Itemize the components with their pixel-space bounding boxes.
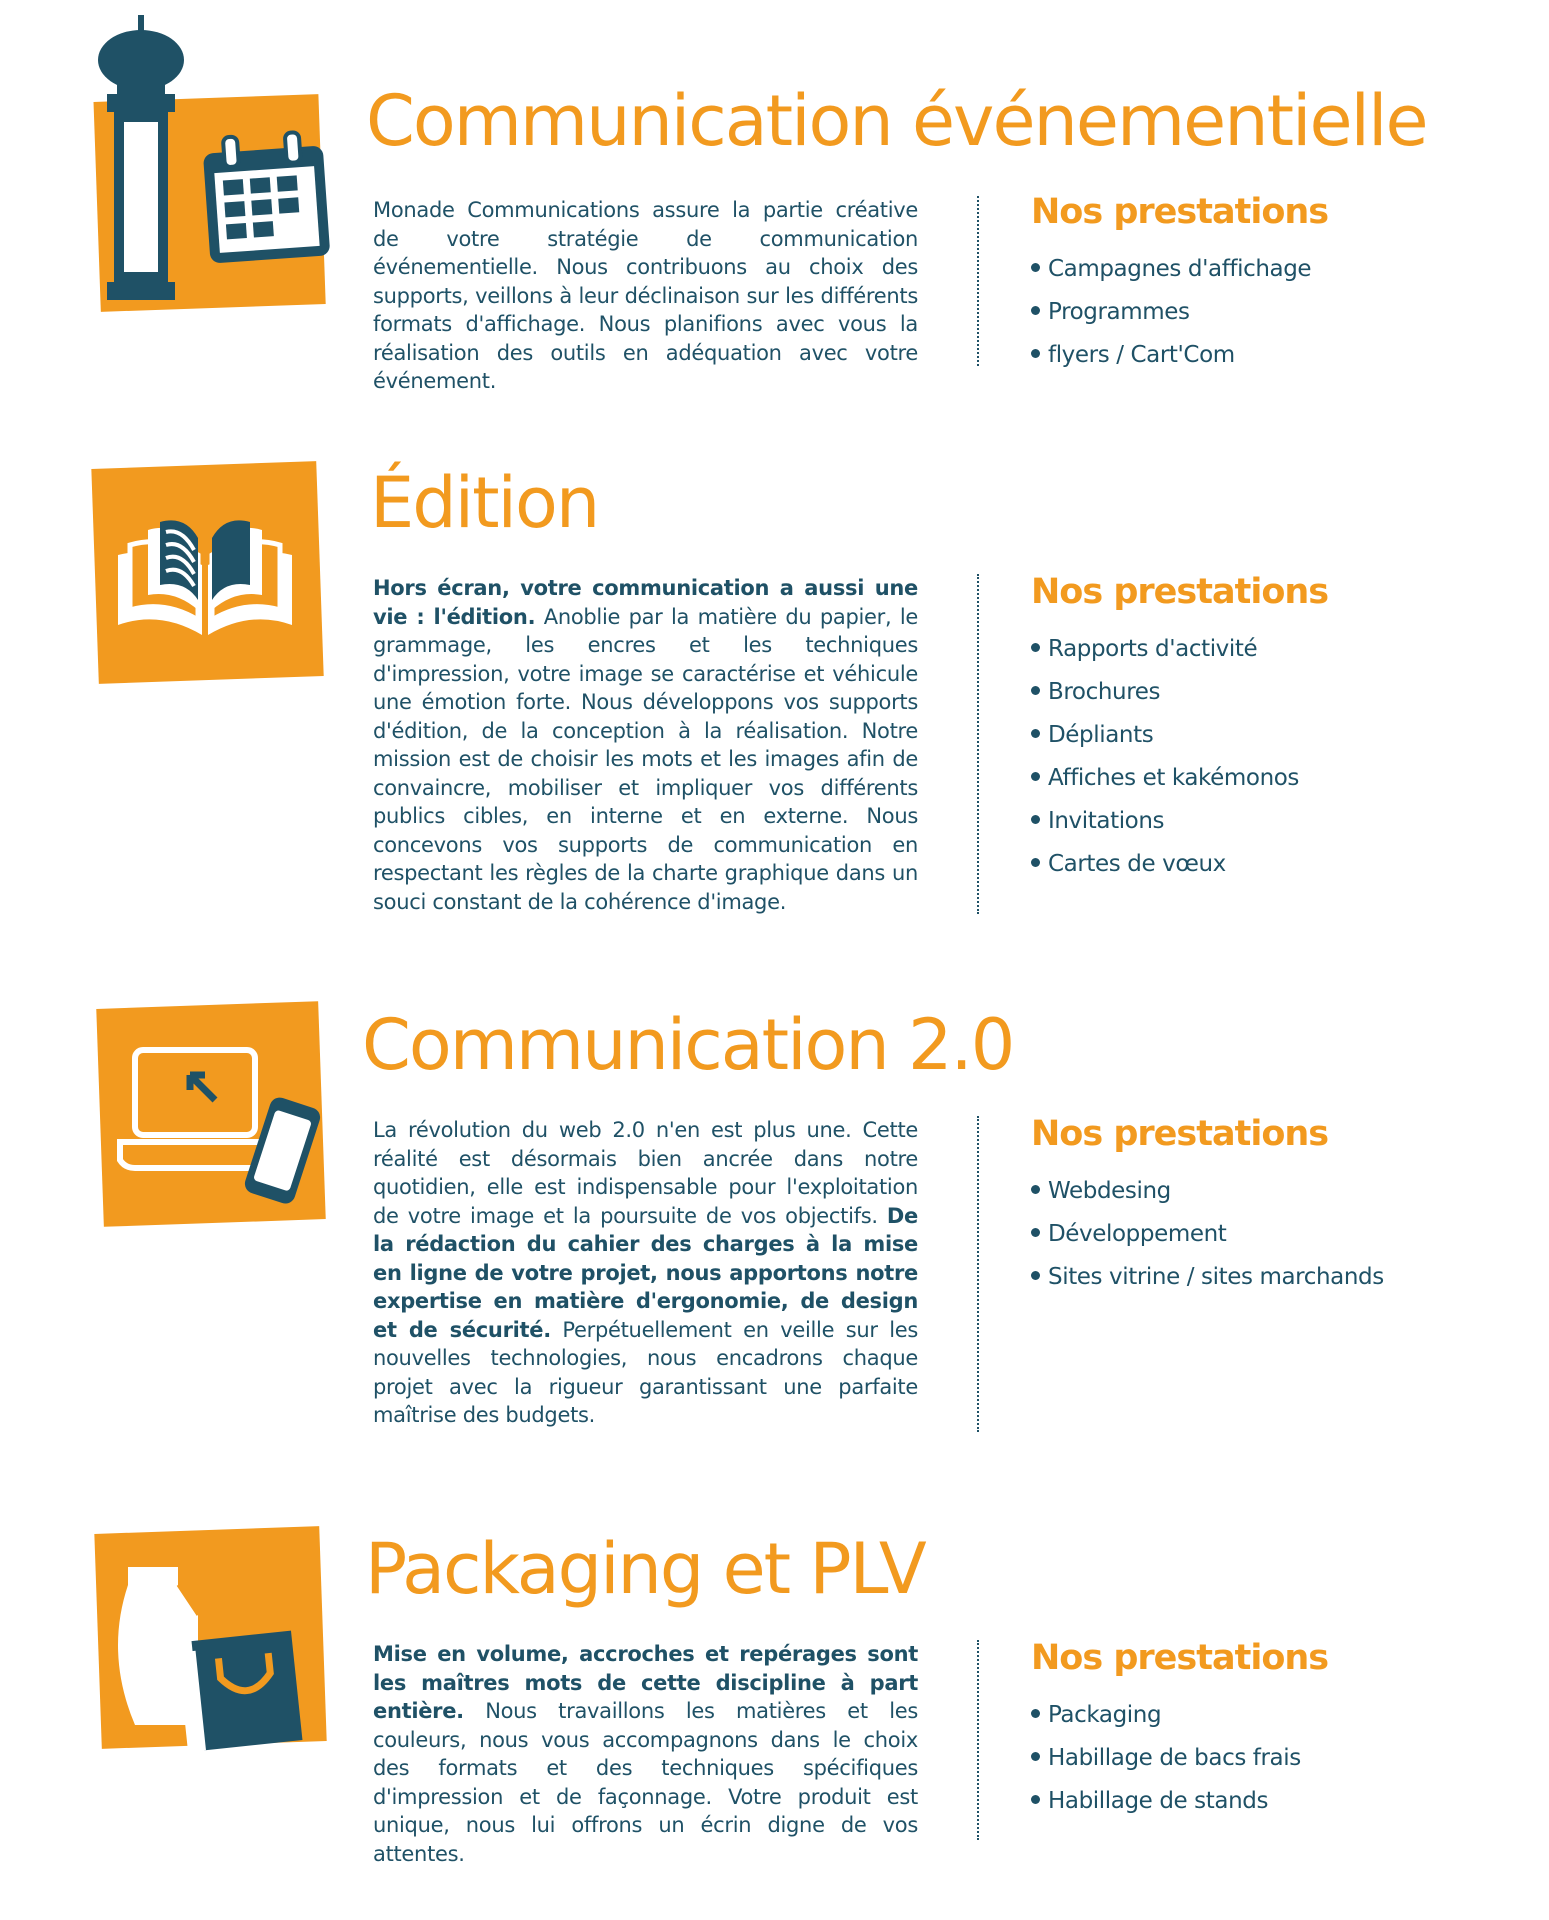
- services-block: [1031, 570, 1511, 886]
- bullet-icon: [1031, 815, 1040, 824]
- bullet-icon: [1031, 729, 1040, 738]
- list-item: Rapports d'activité: [1031, 628, 1511, 671]
- description-text: Anoblie par la matière du papier, le grammage, les encres et les techniques d'impression, votre image se caractérise et véhicule une émotion forte. Nous développons vos supports d'édition, de la conception à la réalisation. Notre mission est de choisir les mots et les images afin de convaincre, mobiliser et impliquer vos différents publics cibles, en interne et en externe. Nous concevons vos supports de communication en respectant les règles de la charte graphique dans un souci constant de la cohérence d'image.: [373, 604, 918, 914]
- laptop-smartphone-icon: [95, 1000, 335, 1240]
- list-item: Habillage de stands: [1031, 1780, 1511, 1823]
- list-item: Programmes: [1031, 291, 1511, 334]
- bullet-icon: [1031, 349, 1040, 358]
- services-block: [1031, 1112, 1511, 1299]
- description-text: Perpétuellement en veille sur les nouvelles technologies, nous encadrons chaque projet avec la rigueur garantissant une parfaite maîtrise des budgets.: [373, 1317, 918, 1427]
- milk-carton-shopping-bag-icon: [93, 1525, 338, 1775]
- services-list: [1031, 1694, 1511, 1823]
- bullet-icon: [1031, 858, 1040, 867]
- description-text: Nous travaillons les matières et les couleurs, nous vous accompagnons dans le choix des formats et des techniques spécifiques d'impression et de façonnage. Votre produit est unique, nous lui offrons un écrin digne de vos attentes.: [373, 1699, 918, 1866]
- section-description: [373, 196, 918, 396]
- description-bold: Mise en volume, accroches et repérages sont les maîtres mots de cette discipline à part entière.: [373, 1642, 918, 1723]
- list-item: Webdesing: [1031, 1170, 1511, 1213]
- description-text: Monade Communications assure la partie créative de votre stratégie de communication événementielle. Nous contribuons au choix des supports, veillons à leur déclinaison sur les différents formats d'affichage. Nous planifions avec vous la réalisation des outils en adéquation avec votre événement.: [373, 198, 918, 393]
- services-title: Nos prestations: [1031, 1638, 1329, 1678]
- section-description: [373, 574, 918, 916]
- section-title: Édition: [370, 462, 599, 544]
- bullet-icon: [1031, 1228, 1040, 1237]
- divider: [977, 574, 979, 914]
- section-communication-2-0: [0, 980, 1549, 1450]
- list-item: Dépliants: [1031, 714, 1511, 757]
- list-item: Invitations: [1031, 800, 1511, 843]
- divider: [977, 1640, 979, 1840]
- bullet-icon: [1031, 1271, 1040, 1280]
- list-item: Sites vitrine / sites marchands: [1031, 1256, 1511, 1299]
- divider: [977, 1116, 979, 1432]
- services-list: [1031, 628, 1511, 886]
- services-title: Nos prestations: [1031, 1114, 1329, 1154]
- bullet-icon: [1031, 1752, 1040, 1761]
- bullet-icon: [1031, 686, 1040, 695]
- services-list: [1031, 248, 1511, 377]
- bullet-icon: [1031, 263, 1040, 272]
- list-item: Brochures: [1031, 671, 1511, 714]
- bullet-icon: [1031, 643, 1040, 652]
- bullet-icon: [1031, 1709, 1040, 1718]
- bullet-icon: [1031, 306, 1040, 315]
- services-block: [1031, 190, 1511, 377]
- open-book-icon: [90, 460, 330, 690]
- list-item: flyers / Cart'Com: [1031, 334, 1511, 377]
- bullet-icon: [1031, 772, 1040, 781]
- bullet-icon: [1031, 1185, 1040, 1194]
- advertising-column-calendar-icon: [90, 10, 360, 320]
- list-item: Affiches et kakémonos: [1031, 757, 1511, 800]
- section-description: [373, 1116, 918, 1430]
- divider: [977, 196, 979, 366]
- description-intro: La révolution du web 2.0 n'en est plus une. Cette réalité est désormais bien ancrée dans notre quotidien, elle est indispensable pour l'exploitation de votre image et la poursuite de vos objectifs.: [373, 1118, 918, 1228]
- list-item: Développement: [1031, 1213, 1511, 1256]
- services-block: [1031, 1636, 1511, 1823]
- section-title: Communication événementielle: [366, 80, 1427, 162]
- section-title: Communication 2.0: [362, 1004, 1014, 1086]
- list-item: Habillage de bacs frais: [1031, 1737, 1511, 1780]
- description-bold: De la rédaction du cahier des charges à la mise en ligne de votre projet, nous apportons notre expertise en matière d'ergonomie, de design et de sécurité.: [373, 1203, 918, 1342]
- services-title: Nos prestations: [1031, 572, 1329, 612]
- section-packaging-plv: [0, 1500, 1549, 1900]
- section-description: [373, 1640, 918, 1868]
- services-title: Nos prestations: [1031, 192, 1329, 232]
- list-item: Cartes de vœux: [1031, 843, 1511, 886]
- section-title: Packaging et PLV: [365, 1528, 925, 1610]
- services-list: [1031, 1170, 1511, 1299]
- section-edition: [0, 440, 1549, 960]
- list-item: Packaging: [1031, 1694, 1511, 1737]
- section-evenementielle: [0, 0, 1549, 400]
- description-bold: Hors écran, votre communication a aussi une vie : l'édition.: [373, 576, 918, 629]
- bullet-icon: [1031, 1795, 1040, 1804]
- list-item: Campagnes d'affichage: [1031, 248, 1511, 291]
